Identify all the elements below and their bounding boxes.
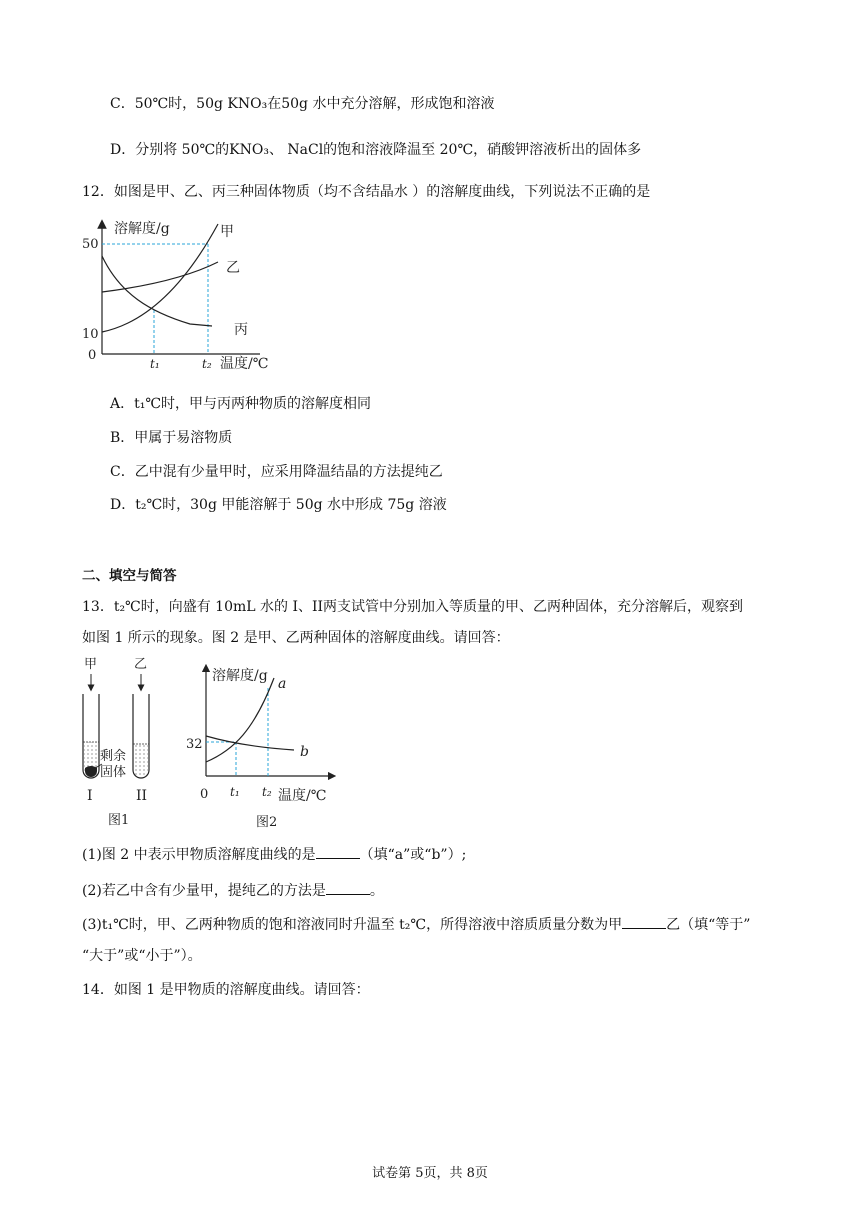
q12-option-b: B．甲属于易溶物质	[110, 430, 233, 446]
q12-option-a: A．t₁℃时，甲与丙两种物质的溶解度相同	[110, 396, 372, 412]
q13-sub3-blank[interactable]	[622, 914, 666, 929]
q13-sub1-post: （填“a”或“b”）;	[359, 847, 467, 863]
q13-stem-line1: 13．t₂℃时，向盛有 10mL 水的 I、II两支试管中分别加入等质量的甲、乙两种固体，充分溶解后，观察到	[82, 599, 744, 615]
section-heading: 二、填空与简答	[82, 568, 177, 584]
q12-ytick-50: 50	[82, 237, 99, 252]
fig2-xlabel: 温度/℃	[278, 788, 327, 804]
fig1-number-2: II	[136, 788, 148, 804]
q13-sub1-blank[interactable]	[316, 844, 360, 859]
q13-sub1	[82, 844, 466, 865]
q13-sub2	[82, 880, 384, 901]
q13-sub1-pre: (1)图 2 中表示甲物质溶解度曲线的是	[82, 847, 316, 863]
fig1-label-jia: 甲	[84, 657, 98, 672]
fig2-caption: 图2	[256, 815, 278, 830]
q12-ytick-0: 0	[88, 348, 97, 363]
page-footer: 试卷第 5页，共 8页	[372, 1166, 488, 1181]
q12-xtick-t1: t₁	[150, 357, 160, 371]
q12-option-c: C．乙中混有少量甲时，应采用降温结晶的方法提纯乙	[110, 464, 443, 480]
fig2-ylabel: 溶解度/g	[212, 668, 268, 684]
q13-sub2-pre: (2)若乙中含有少量甲，提纯乙的方法是	[82, 883, 326, 899]
q12-option-d: D．t₂℃时，30g 甲能溶解于 50g 水中形成 75g 溶液	[110, 497, 447, 513]
fig2-curve-b	[206, 736, 294, 750]
q13-figure-2	[184, 660, 344, 836]
q13-sub3-pre: (3)t₁℃时，甲、乙两种物质的饱和溶液同时升温至 t₂℃，所得溶液中溶质质量分数为甲	[82, 917, 623, 933]
q12-ylabel: 溶解度/g	[114, 221, 170, 237]
q13-sub2-blank[interactable]	[326, 880, 370, 895]
q13-sub2-post: 。	[369, 883, 384, 899]
q12-ytick-10: 10	[82, 327, 99, 342]
fig2-xtick-t1: t₁	[230, 785, 240, 799]
q12-xlabel: 温度/℃	[220, 356, 269, 372]
q12-label-jia: 甲	[220, 224, 234, 240]
q12-curve-jia	[102, 224, 218, 332]
q14-stem: 14．如图 1 是甲物质的溶解度曲线。请回答：	[82, 982, 370, 998]
fig2-label-a: a	[278, 676, 287, 692]
fig2-ytick-32: 32	[186, 737, 203, 752]
q11-option-c: C．50℃时，50g KNO₃在50g 水中充分溶解，形成饱和溶液	[110, 96, 495, 112]
q13-sub3-line2: “大于”或“小于”）。	[82, 948, 202, 964]
q12-label-yi: 乙	[226, 260, 240, 276]
q13-sub3	[82, 914, 750, 935]
q13-stem-line2: 如图 1 所示的现象。图 2 是甲、乙两种固体的溶解度曲线。请回答：	[82, 630, 510, 646]
fig1-label-yi: 乙	[134, 657, 148, 672]
fig1-residue-label-1: 剩余	[100, 749, 127, 764]
fig1-residue-label-2: 固体	[100, 765, 127, 780]
fig2-xtick-t2: t₂	[262, 785, 272, 799]
q12-label-bing: 丙	[234, 322, 248, 338]
fig1-number-1: I	[87, 788, 93, 804]
q12-stem: 12．如图是甲、乙、丙三种固体物质（均不含结晶水 ）的溶解度曲线，下列说法不正确的是	[82, 184, 651, 200]
q12-curve-yi	[102, 262, 218, 292]
q13-figure-1	[78, 652, 178, 836]
q12-xtick-t2: t₂	[202, 357, 212, 371]
fig2-origin: 0	[200, 787, 209, 802]
q12-curve-bing	[102, 256, 212, 326]
fig2-label-b: b	[300, 744, 309, 760]
fig2-curve-a	[206, 678, 274, 762]
q12-figure	[80, 214, 280, 378]
fig1-caption: 图1	[108, 813, 130, 828]
q13-sub3-post: 乙（填“等于”	[666, 917, 751, 933]
q11-option-d: D．分别将 50℃的KNO₃、 NaCl的饱和溶液降温至 20℃，硝酸钾溶液析出的固体多	[110, 142, 642, 158]
